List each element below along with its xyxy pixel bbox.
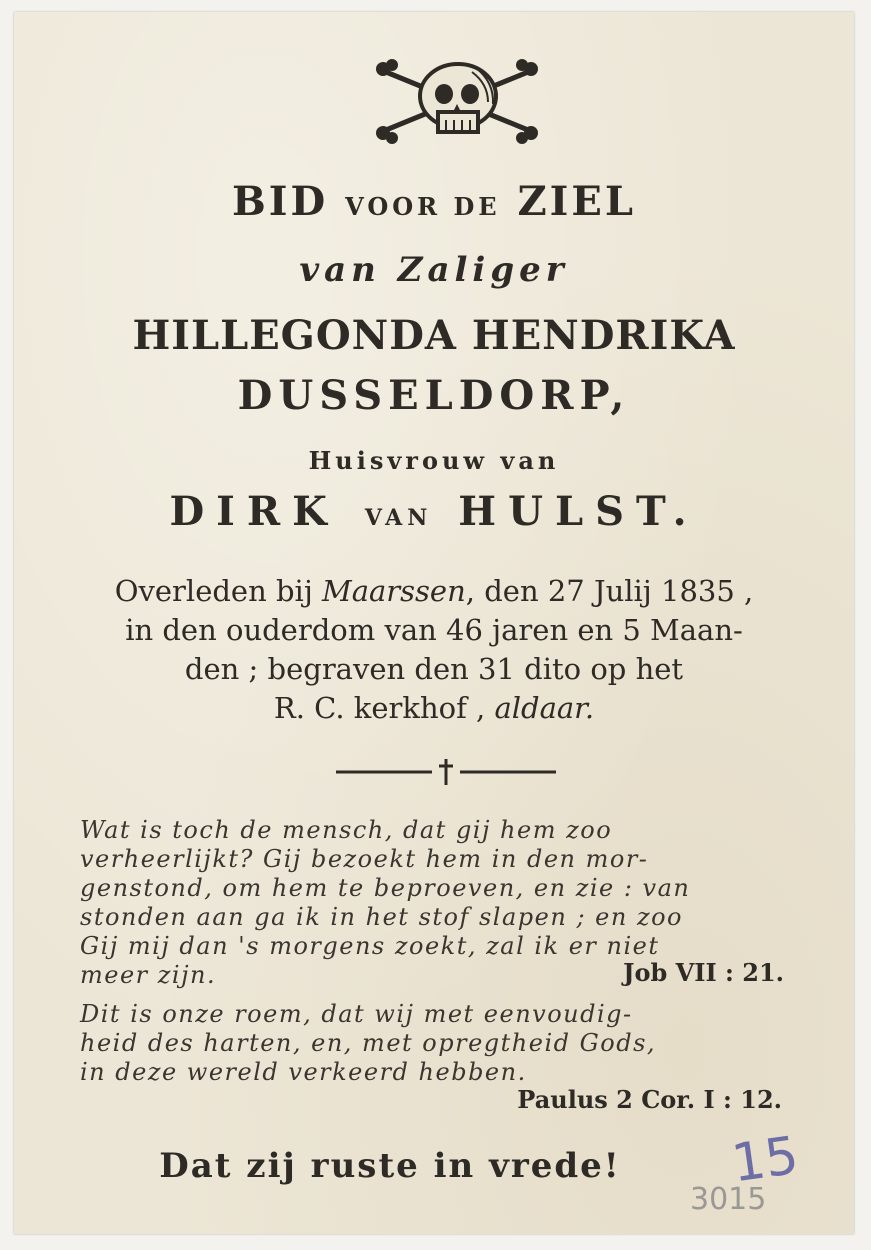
cross-divider-icon	[336, 757, 556, 787]
handwritten-number: 15	[728, 1125, 803, 1195]
verse-line: Wat is toch de mensch, dat gij hem zoo	[80, 816, 613, 844]
verse-line: heid des harten, en, met opregtheid Gods,	[80, 1029, 657, 1057]
memorial-card	[14, 12, 854, 1234]
death-details	[14, 572, 854, 728]
death-date-line	[14, 572, 854, 611]
heading-ziel: ZIEL	[517, 178, 637, 225]
burial-line: den ; begraven den 31 dito op het	[184, 652, 684, 686]
verse-line: genstond, om hem te beproeven, en zie : van	[80, 874, 691, 902]
scripture-verse-paulus	[80, 1000, 800, 1087]
spouse-surname: HULST.	[458, 488, 699, 535]
deceased-surname: DUSSELDORP,	[237, 372, 631, 419]
verse-reference-job: Job VII : 21.	[623, 958, 784, 987]
pencil-inventory-number: 3015	[690, 1182, 767, 1217]
death-text: Overleden bij	[114, 574, 323, 608]
verse-reference-paulus: Paulus 2 Cor. I : 12.	[517, 1085, 782, 1114]
verse-line: in deze wereld verkeerd hebben.	[80, 1058, 527, 1086]
spouse-van: VAN	[364, 505, 433, 531]
verse-line: Gij mij dan 's morgens zoekt, zal ik er niet	[80, 932, 660, 960]
death-date: , den 27 Julij 1835 ,	[465, 574, 754, 608]
closing-prayer: Dat zij ruste in vrede!	[159, 1146, 621, 1186]
deceased-given-names: HILLEGONDA HENDRIKA	[132, 312, 736, 359]
spouse-given-name: DIRK	[169, 488, 339, 535]
verse-line: meer zijn.	[80, 961, 217, 989]
age-line: in den ouderdom van 46 jaren en 5 Maan-	[125, 613, 743, 647]
burial-place-line	[14, 689, 854, 728]
death-place: Maarssen	[322, 574, 466, 608]
verse-line: Dit is onze roem, dat wij met eenvoudig-	[80, 1000, 633, 1028]
spouse-intro: Huisvrouw van	[308, 446, 560, 475]
heading-voor-de: VOOR DE	[345, 192, 501, 221]
burial-place: R. C. kerkhof ,	[273, 691, 495, 725]
heading-van-zaliger: van Zaliger	[299, 250, 569, 290]
verse-line: stonden aan ga ik in het stof slapen ; en zoo	[80, 903, 683, 931]
heading-bid: BID	[231, 178, 329, 225]
spouse-name	[14, 488, 854, 535]
burial-place-aldaar: aldaar.	[494, 691, 595, 725]
verse-line: verheerlijkt? Gij bezoekt hem in den mor-	[80, 845, 649, 873]
heading-bid-voor-de-ziel	[14, 178, 854, 225]
skull-and-crossbones-icon	[372, 58, 542, 148]
